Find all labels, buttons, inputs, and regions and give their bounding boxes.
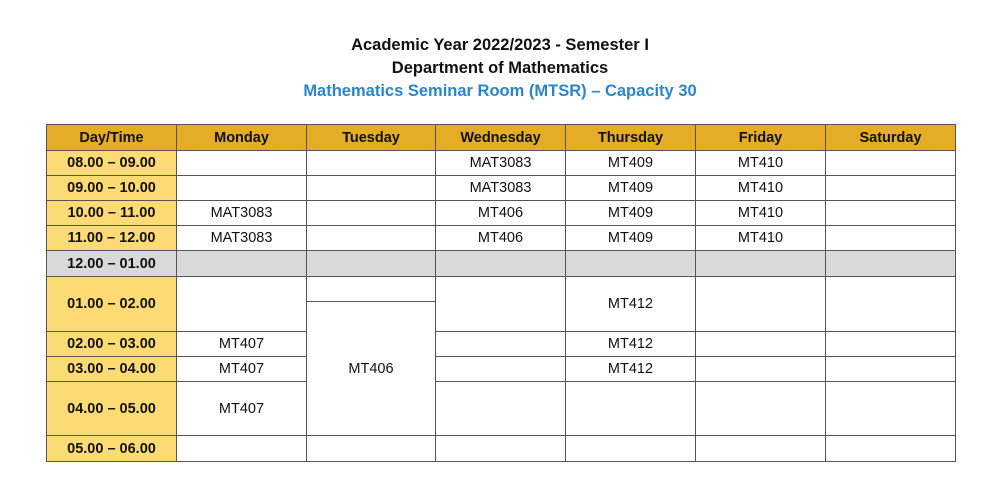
cell-empty	[826, 357, 956, 382]
class-cell: MT409	[566, 176, 696, 201]
cell-empty	[826, 436, 956, 462]
cell-empty	[826, 332, 956, 357]
cell-empty	[177, 151, 307, 176]
cell-empty	[177, 436, 307, 462]
cell-empty	[826, 277, 956, 332]
time-slot: 11.00 – 12.00	[47, 226, 177, 251]
class-cell: MAT3083	[436, 151, 566, 176]
cell-empty	[307, 176, 436, 201]
timetable	[46, 124, 956, 462]
table-row	[47, 357, 956, 382]
schedule-header	[0, 34, 1000, 103]
col-header-thursday: Thursday	[566, 125, 696, 151]
time-slot: 12.00 – 01.00	[47, 251, 177, 277]
class-cell: MT412	[566, 357, 696, 382]
cell-empty	[696, 357, 826, 382]
class-cell: MT410	[696, 226, 826, 251]
cell-empty	[436, 332, 566, 357]
table-row	[47, 201, 956, 226]
class-cell: MT409	[566, 201, 696, 226]
cell-break	[566, 251, 696, 277]
table-row	[47, 226, 956, 251]
cell-empty	[177, 277, 307, 332]
cell-empty	[696, 436, 826, 462]
table-row	[47, 176, 956, 201]
cell-break	[826, 251, 956, 277]
cell-empty	[696, 277, 826, 332]
cell-empty	[177, 176, 307, 201]
class-cell: MAT3083	[177, 226, 307, 251]
col-header-saturday: Saturday	[826, 125, 956, 151]
time-slot: 03.00 – 04.00	[47, 357, 177, 382]
cell-empty	[307, 277, 436, 302]
class-cell-merged: MT406	[307, 302, 436, 436]
department-title: Department of Mathematics	[391, 59, 609, 77]
cell-break	[696, 251, 826, 277]
cell-break	[177, 251, 307, 277]
class-cell: MAT3083	[436, 176, 566, 201]
academic-year-title: Academic Year 2022/2023 - Semester I	[351, 36, 649, 54]
cell-break	[436, 251, 566, 277]
col-header-daytime: Day/Time	[47, 125, 177, 151]
time-slot: 05.00 – 06.00	[47, 436, 177, 462]
table-row	[47, 277, 956, 302]
cell-empty	[696, 332, 826, 357]
col-header-tuesday: Tuesday	[307, 125, 436, 151]
table-row	[47, 332, 956, 357]
class-cell: MT406	[436, 226, 566, 251]
cell-empty	[436, 357, 566, 382]
class-cell: MT410	[696, 201, 826, 226]
class-cell: MT407	[177, 357, 307, 382]
cell-empty	[566, 436, 696, 462]
class-cell: MT412	[566, 332, 696, 357]
time-slot: 08.00 – 09.00	[47, 151, 177, 176]
class-cell: MT407	[177, 332, 307, 357]
cell-empty	[826, 176, 956, 201]
cell-empty	[307, 151, 436, 176]
col-header-friday: Friday	[696, 125, 826, 151]
cell-empty	[696, 382, 826, 436]
col-header-monday: Monday	[177, 125, 307, 151]
cell-empty	[826, 201, 956, 226]
cell-empty	[436, 436, 566, 462]
header-row	[47, 125, 956, 151]
class-cell: MT407	[177, 382, 307, 436]
time-slot: 01.00 – 02.00	[47, 277, 177, 332]
table-row	[47, 382, 956, 412]
time-slot: 10.00 – 11.00	[47, 201, 177, 226]
cell-empty	[307, 226, 436, 251]
cell-break	[307, 251, 436, 277]
class-cell: MT409	[566, 226, 696, 251]
class-cell: MT410	[696, 176, 826, 201]
cell-empty	[436, 277, 566, 332]
lunch-row	[47, 251, 956, 277]
table-row	[47, 151, 956, 176]
cell-empty	[826, 151, 956, 176]
class-cell: MT412	[566, 277, 696, 332]
time-slot: 09.00 – 10.00	[47, 176, 177, 201]
col-header-wednesday: Wednesday	[436, 125, 566, 151]
cell-empty	[826, 226, 956, 251]
table-row	[47, 436, 956, 462]
class-cell: MT406	[436, 201, 566, 226]
cell-empty	[307, 436, 436, 462]
cell-empty	[826, 382, 956, 436]
cell-empty	[307, 201, 436, 226]
time-slot: 04.00 – 05.00	[47, 382, 177, 436]
class-cell: MAT3083	[177, 201, 307, 226]
cell-empty	[566, 382, 696, 436]
class-cell: MT409	[566, 151, 696, 176]
room-title: Mathematics Seminar Room (MTSR) – Capacity 30	[303, 82, 697, 100]
cell-empty	[436, 382, 566, 436]
class-cell: MT410	[696, 151, 826, 176]
time-slot: 02.00 – 03.00	[47, 332, 177, 357]
